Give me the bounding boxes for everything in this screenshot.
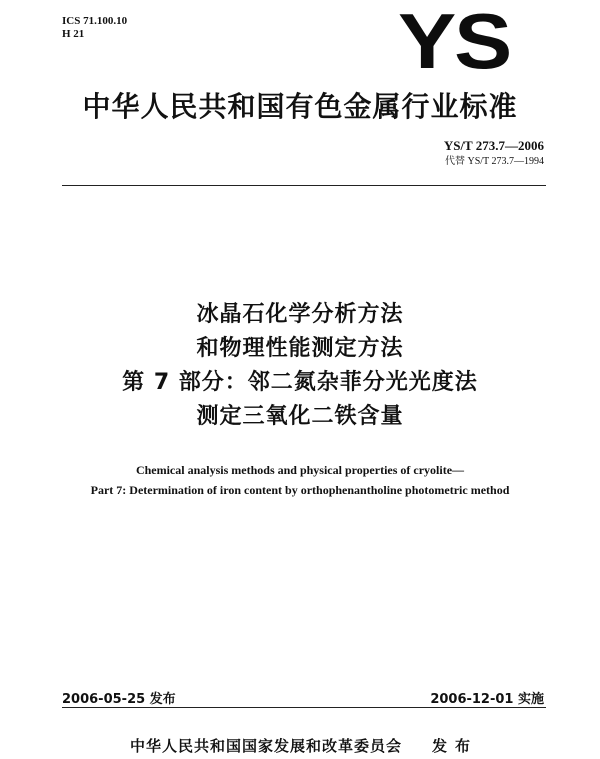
standard-number: YS/T 273.7—2006 [443,138,544,153]
english-title-block [30,460,570,500]
english-title-line: Chemical analysis methods and physical properties of cryolite— [135,463,465,477]
header-divider [62,185,546,186]
issue-date: 2006-05-25 发布 [62,692,176,707]
publish-label: 发布 [432,737,479,755]
chinese-title-line: 测定三氧化二铁含量 [196,404,404,429]
chinese-title-line: 和物理性能测定方法 [196,336,404,361]
ys-logo: YS [398,0,511,85]
organization-title: 中华人民共和国有色金属行业标准 [82,90,518,123]
ics-classification [62,15,127,41]
implementation-date: 2006-12-01 实施 [430,692,544,707]
replaces-standard: 代替 YS/T 273.7—1994 [445,156,544,167]
footer-divider [62,707,546,708]
chinese-title-block [40,298,560,434]
publisher-name: 中华人民共和国国家发展和改革委员会 [130,737,403,755]
ccs-code: H 21 [62,28,85,40]
english-title-line: Part 7: Determination of iron content by orthophenantholine photometric method [90,483,510,497]
chinese-title-line: 第 7 部分：邻二氮杂菲分光光度法 [122,370,478,395]
chinese-title-line: 冰晶石化学分析方法 [196,302,404,327]
ics-code: ICS 71.100.10 [62,15,128,27]
